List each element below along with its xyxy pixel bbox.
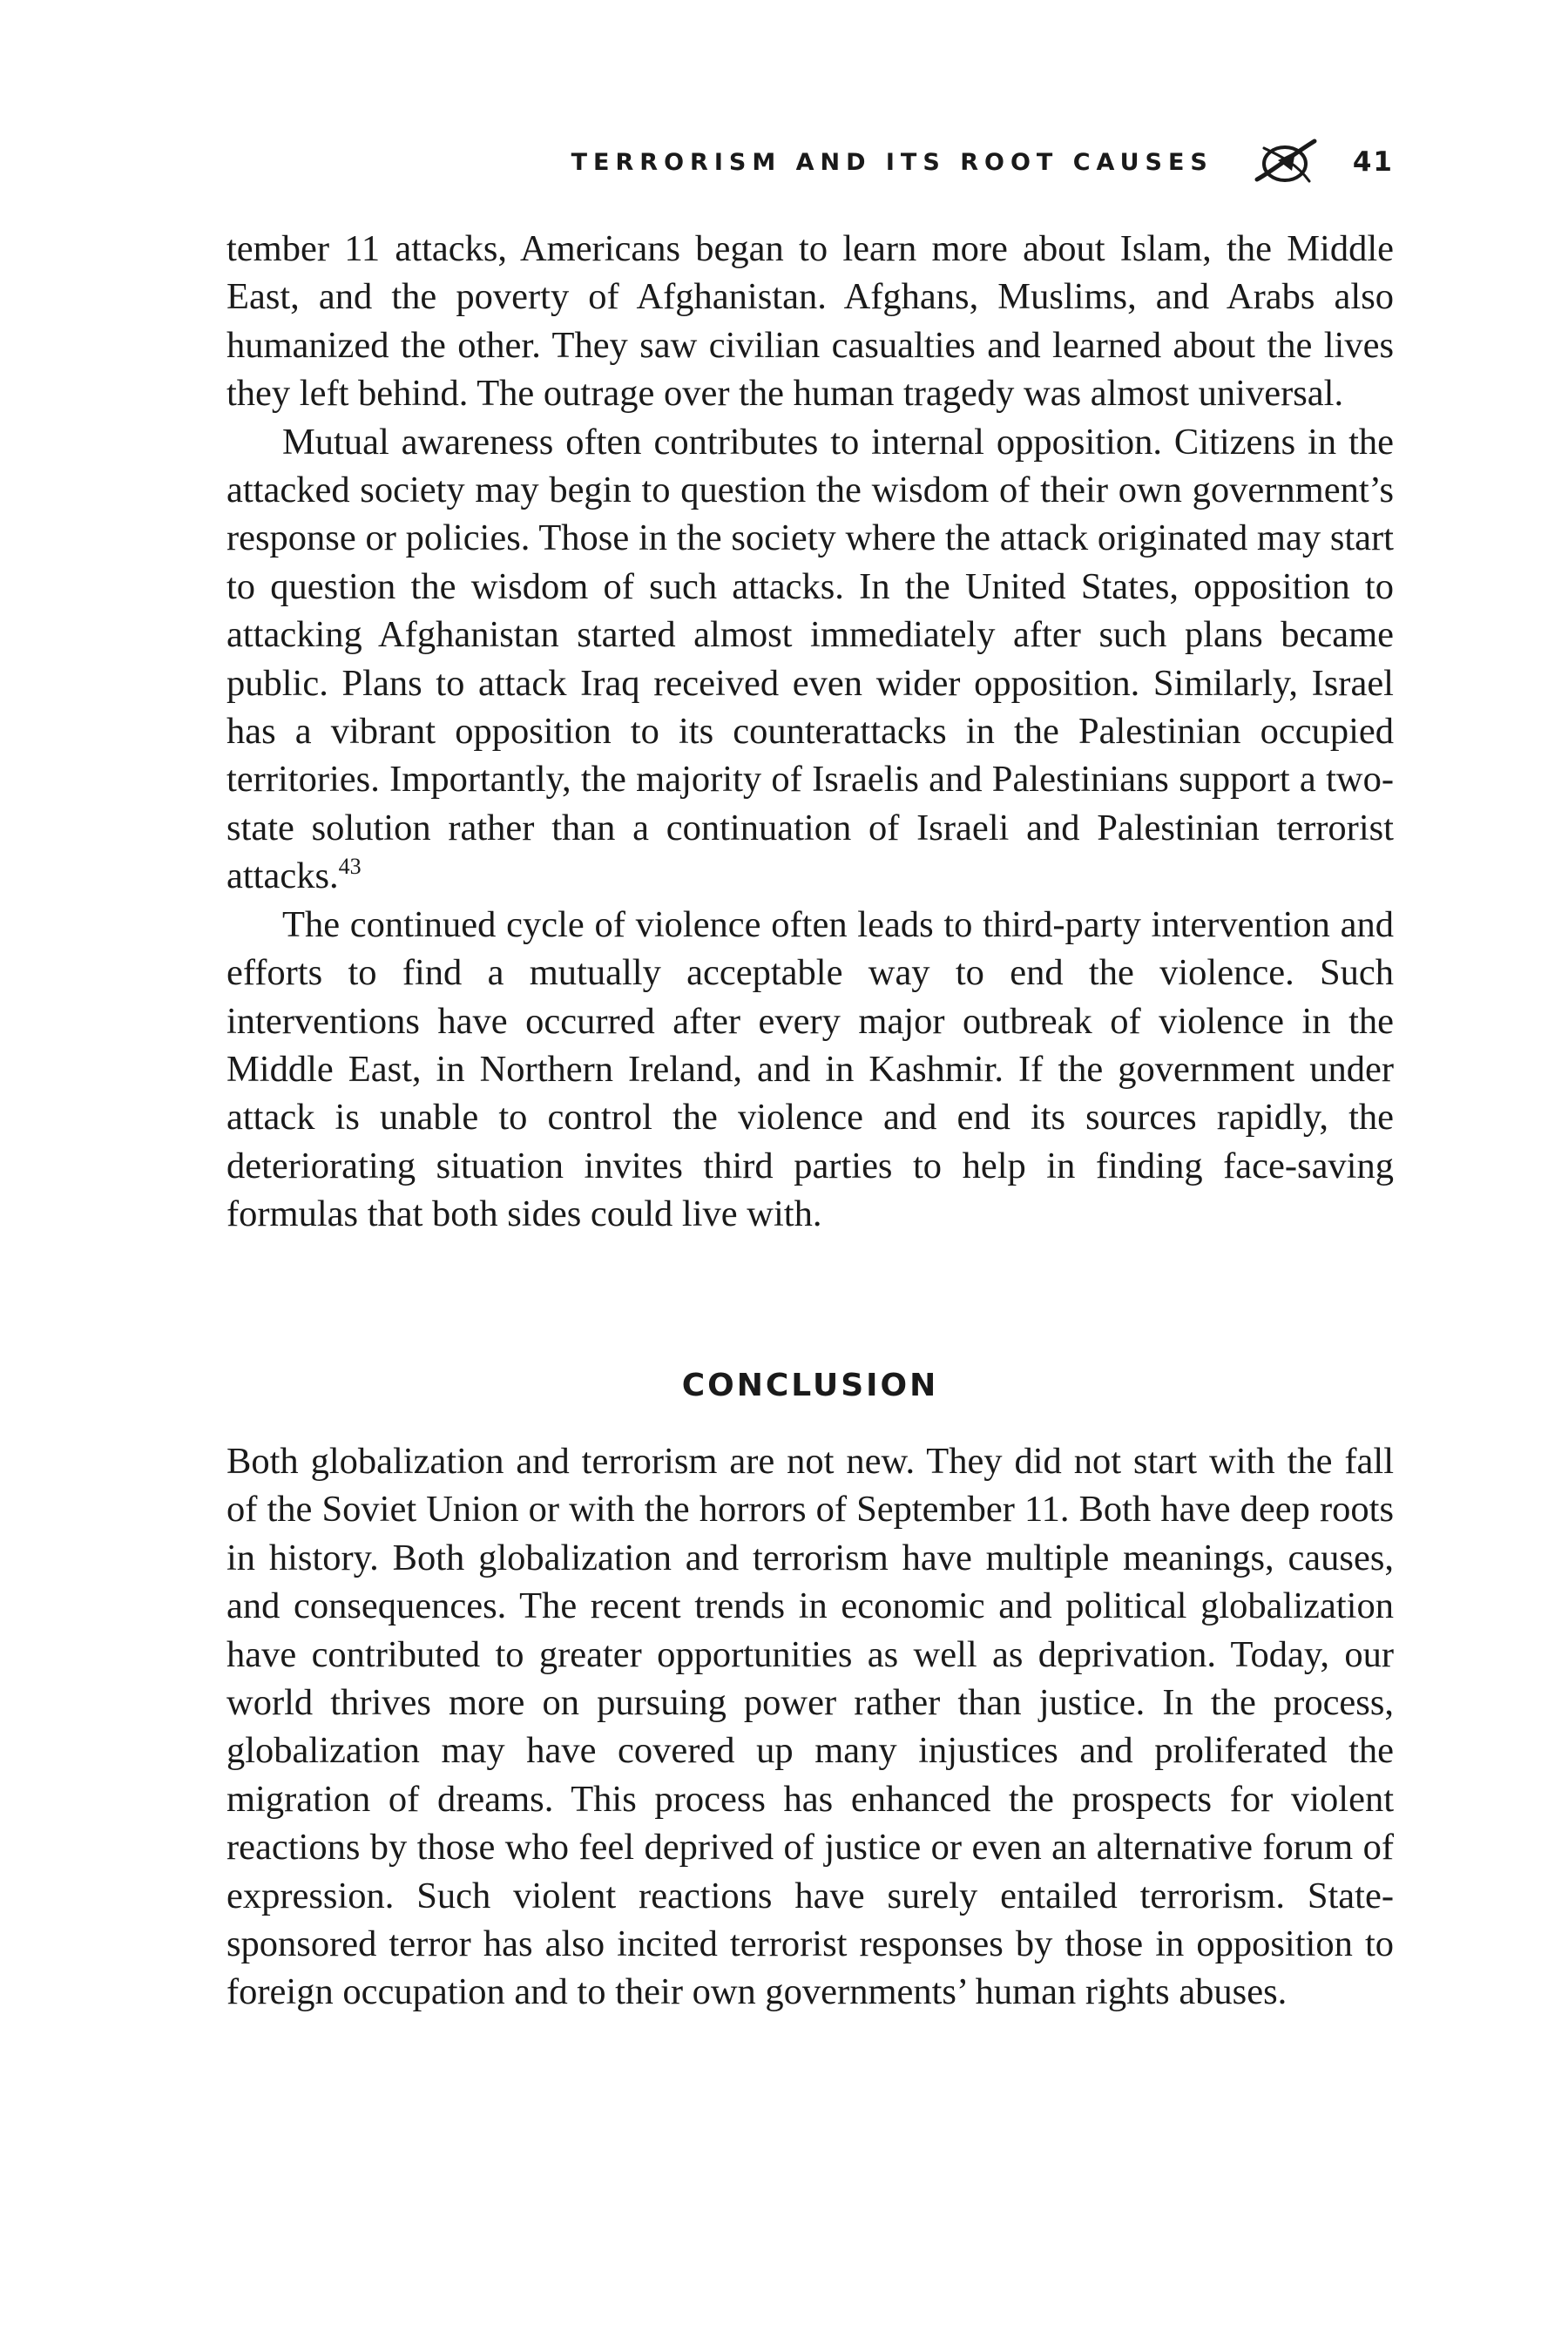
body-text	[226, 225, 1394, 1239]
conclusion-text	[226, 1437, 1394, 2017]
paragraph-third-party: The continued cycle of violence often leads to third-party intervention and efforts to find a mutually acceptable way to end the violence. Such interventions have occurred after every major outbreak of violence in the Middle East, in Northern Ireland, and in Kashmir. If the government under attack is unable to control the violence and end its sources rapidly, the deteriorating situation invites third parties to help in finding face-saving formulas that both sides could live with.	[226, 903, 1394, 1235]
paragraph-continued: tember 11 attacks, Americans began to learn more about Islam, the Middle East, and the poverty of Afghanistan. Afghans, Muslims, and Arabs also humanized the other. They saw civilian casualties and learned about the lives they left behind. The outrage over the human tragedy was almost universal.	[226, 228, 1394, 415]
paragraph-conclusion: Both globalization and terrorism are not new. They did not start with the fall of the Soviet Union or with the horrors of September 11. Both have deep roots in history. Both globalization and terrorism have multiple meanings, causes, and consequences. The recent trends in economic and political globalization have contributed to greater opportunities as well as deprivation. Today, our world thrives more on pursuing power rather than justice. In the process, globalization may have covered up many injustices and proliferated the migration of dreams. This process has enhanced the prospects for violent reactions by those who feel deprived of justice or even an alternative forum of expression. Such violent reactions have surely entailed terrorism. State-sponsored terror has also incited terrorist responses by those in opposition to foreign occupation and to their own governments’ human rights abuses.	[226, 1441, 1394, 2013]
running-title: TERRORISM AND ITS ROOT CAUSES	[571, 148, 1213, 176]
globe-swirl-icon	[1252, 136, 1318, 188]
paragraph-text: Mutual awareness often contributes to internal opposition. Citizens in the attacked society may begin to question the wisdom of their own government’s response or policies. Those in the society where the attack originated may start to question the wisdom of such attacks. In the United States, opposition to attacking Afghanistan started almost immediately after such plans became public. Plans to attack Iraq received even wider opposition. Similarly, Israel has a vibrant opposition to its counterattacks in the Palestinian occupied territories. Importantly, the majority of Israelis and Palestinians support a two-state solution rather than a continuation of Israeli and Palestinian terrorist attacks.	[226, 421, 1394, 897]
footnote-reference[interactable]: 43	[338, 854, 362, 880]
running-head	[226, 136, 1394, 188]
section-heading-conclusion: CONCLUSION	[681, 1368, 939, 1403]
page-number: 41	[1352, 146, 1394, 178]
paragraph-mutual-awareness	[226, 418, 1394, 901]
